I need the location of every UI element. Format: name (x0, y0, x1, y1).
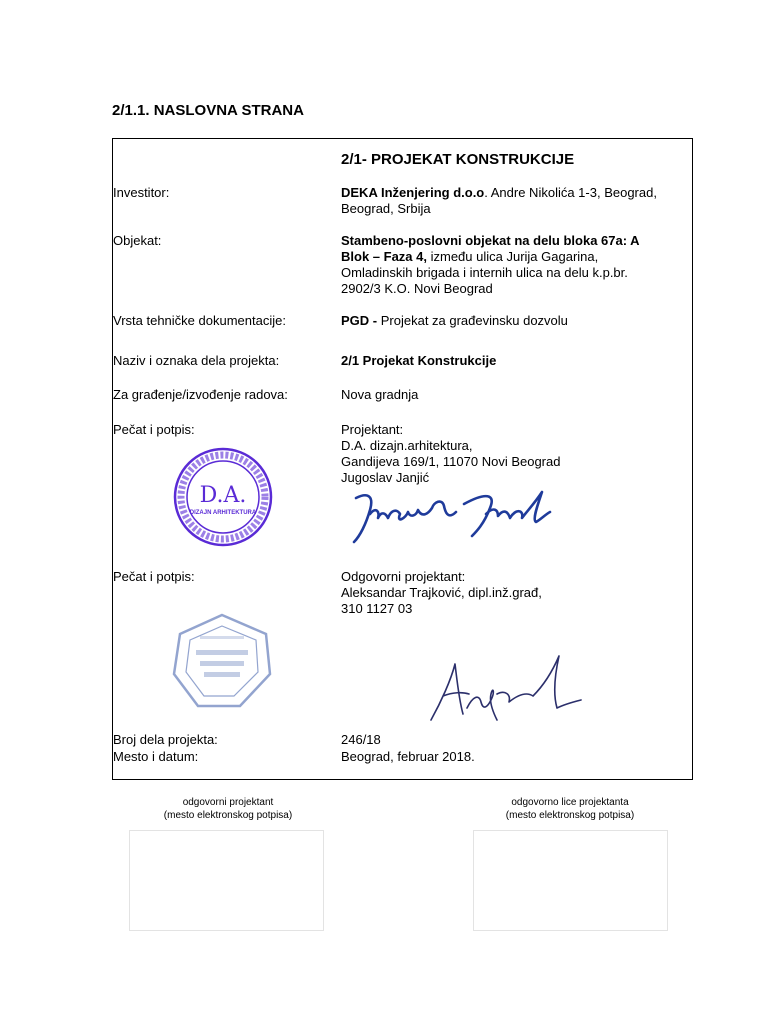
responsible-person: Aleksandar Trajković, dipl.inž.građ, (341, 585, 542, 600)
investor-address-2: Beograd, Srbija (341, 201, 431, 216)
doc-type-label: Vrsta tehničke dokumentacije: (113, 313, 286, 328)
object-label: Objekat: (113, 233, 162, 248)
section-heading: 2/1.1. NASLOVNA STRANA (112, 102, 304, 119)
left-caption-line-1: odgovorni projektant (182, 797, 274, 808)
seal-2-label: Pečat i potpis: (113, 569, 195, 584)
investor-address: . Andre Nikolića 1-3, Beograd, (484, 185, 657, 200)
left-electronic-signature-box (129, 830, 324, 931)
object-line-3: Omladinskih brigada i internih ulica na delu k.p.br. (341, 265, 628, 280)
investor-label: Investitor: (113, 185, 170, 200)
project-number-label: Broj dela projekta: (113, 732, 218, 747)
designer-role: Projektant: (341, 422, 404, 437)
investor-name: DEKA Inženjering d.o.o (341, 185, 485, 200)
document-title: 2/1- PROJEKAT KONSTRUKCIJE (341, 151, 575, 168)
object-line-2-bold: Blok – Faza 4, (341, 249, 427, 264)
responsible-designer-block (341, 569, 686, 617)
investor-value (341, 185, 686, 217)
designer-company: D.A. dizajn.arhitektura, (341, 438, 473, 453)
designer-block (341, 422, 686, 486)
designer-signature (346, 484, 556, 548)
right-caption-line-2: (mesto elektronskog potpisa) (505, 810, 635, 821)
responsible-license: 310 1127 03 (341, 601, 413, 616)
designer-address: Gandijeva 169/1, 11070 Novi Beograd (341, 454, 561, 469)
object-value (341, 233, 686, 297)
object-line-4: 2902/3 K.O. Novi Beograd (341, 281, 493, 296)
part-name-label: Naziv i oznaka dela projekta: (113, 353, 280, 368)
place-date-label: Mesto i datum: (113, 749, 199, 764)
doc-type-text: Projekat za građevinsku dozvolu (380, 313, 568, 328)
seal-1-label: Pečat i potpis: (113, 422, 195, 437)
company-stamp (173, 447, 273, 547)
right-caption-line-1: odgovorno lice projektanta (511, 797, 629, 808)
right-signature-caption (470, 796, 670, 822)
stamp-1-subtext: DIZAJN ARHITEKTURA (189, 510, 257, 516)
place-date-value: Beograd, februar 2018. (341, 749, 475, 764)
doc-type-code: PGD - (341, 313, 381, 328)
responsible-designer-signature (423, 650, 583, 726)
engineer-chamber-stamp (170, 612, 274, 710)
construction-value: Nova gradnja (341, 387, 419, 402)
part-name-value: 2/1 Projekat Konstrukcije (341, 353, 497, 368)
construction-label: Za građenje/izvođenje radova: (113, 387, 288, 402)
stamp-1-text: D.A. (199, 483, 247, 508)
designer-person: Jugoslav Janjić (341, 470, 430, 485)
doc-type-value (341, 313, 686, 329)
object-line-1: Stambeno-poslovni objekat na delu bloka 67a: A (341, 233, 640, 248)
left-signature-caption (128, 796, 328, 822)
responsible-role: Odgovorni projektant: (341, 569, 466, 584)
project-number-value: 246/18 (341, 732, 381, 747)
right-electronic-signature-box (473, 830, 668, 931)
left-caption-line-2: (mesto elektronskog potpisa) (163, 810, 293, 821)
object-line-2-rest: između ulica Jurija Gagarina, (426, 249, 599, 264)
